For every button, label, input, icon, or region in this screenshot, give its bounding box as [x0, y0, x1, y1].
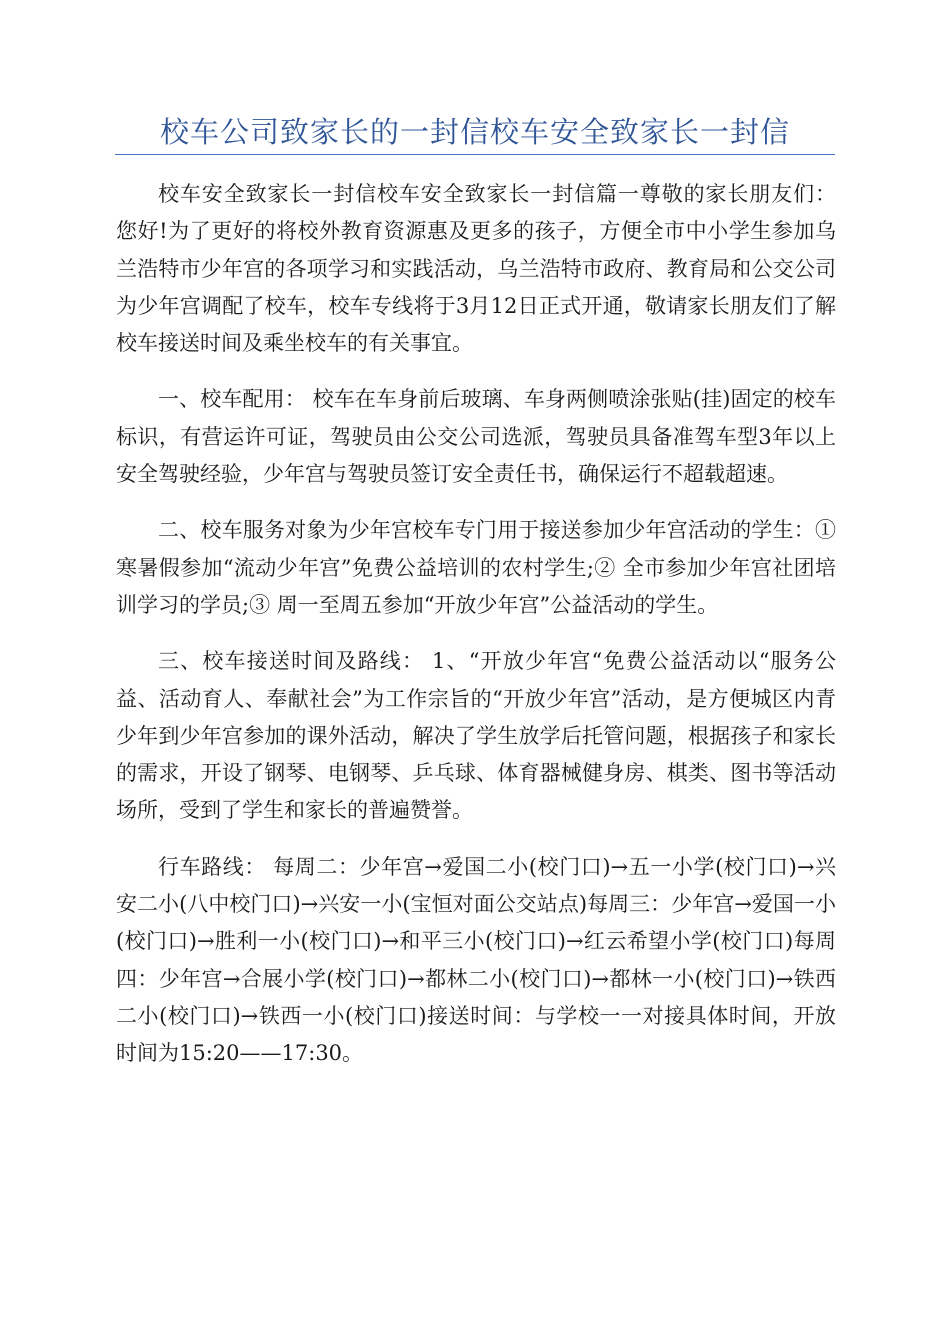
paragraph-service-targets: 二、校车服务对象为少年宫校车专门用于接送参加少年宫活动的学生：①寒暑假参加“流动少年宫”免费公益培训的农村学生;② 全市参加少年宫社团培训学习的学员;③ 周一至周五参加“开放少年宫”公益活动的学生。	[116, 518, 836, 617]
paragraph-bus-equipment: 一、校车配用： 校车在车身前后玻璃、车身两侧喷涂张贴(挂)固定的校车标识，有营运许可证，驾驶员由公交公司选派，驾驶员具备准驾车型3年以上安全驾驶经验，少年宫与驾驶员签订安全责任书，确保运行不超载超速。	[116, 387, 836, 487]
paragraph-schedule-routes: 三、校车接送时间及路线： 1、“开放少年宫“免费公益活动以“服务公益、活动育人、奉献社会”为工作宗旨的“开放少年宫”活动，是方便城区内青少年到少年宫参加的课外活动，解决了学生放学后托管问题，根据孩子和家长的需求，开设了钢琴、电钢琴、乒乓球、体育器械健身房、棋类、图书等活动场所，受到了学生和家长的普遍赞誉。	[116, 649, 836, 823]
title-underline	[115, 154, 835, 155]
document-body	[116, 176, 836, 1092]
paragraph-intro: 校车安全致家长一封信校车安全致家长一封信篇一尊敬的家长朋友们： 您好!为了更好的将校外教育资源惠及更多的孩子，方便全市中小学生参加乌兰浩特市少年宫的各项学习和实践活动，乌兰浩特市政府、教育局和公交公司为少年宫调配了校车，校车专线将于3月12日正式开通，敬请家长朋友们了解校车接送时间及乘坐校车的有关事宜。	[116, 182, 836, 356]
paragraph-driving-routes: 行车路线： 每周二：少年宫→爱国二小(校门口)→五一小学(校门口)→兴安二小(八中校门口)→兴安一小(宝恒对面公交站点)每周三：少年宫→爱国一小(校门口)→胜利一小(校门口)→和平三小(校门口)→红云希望小学(校门口)每周四：少年宫→合展小学(校门口)→都林二小(校门口)→都林一小(校门口)→铁西二小(校门口)→铁西一小(校门口)接送时间：与学校一一对接具体时间，开放时间为15:20——17:30。	[116, 854, 836, 1066]
document-title: 校车公司致家长的一封信校车安全致家长一封信	[159, 115, 790, 149]
